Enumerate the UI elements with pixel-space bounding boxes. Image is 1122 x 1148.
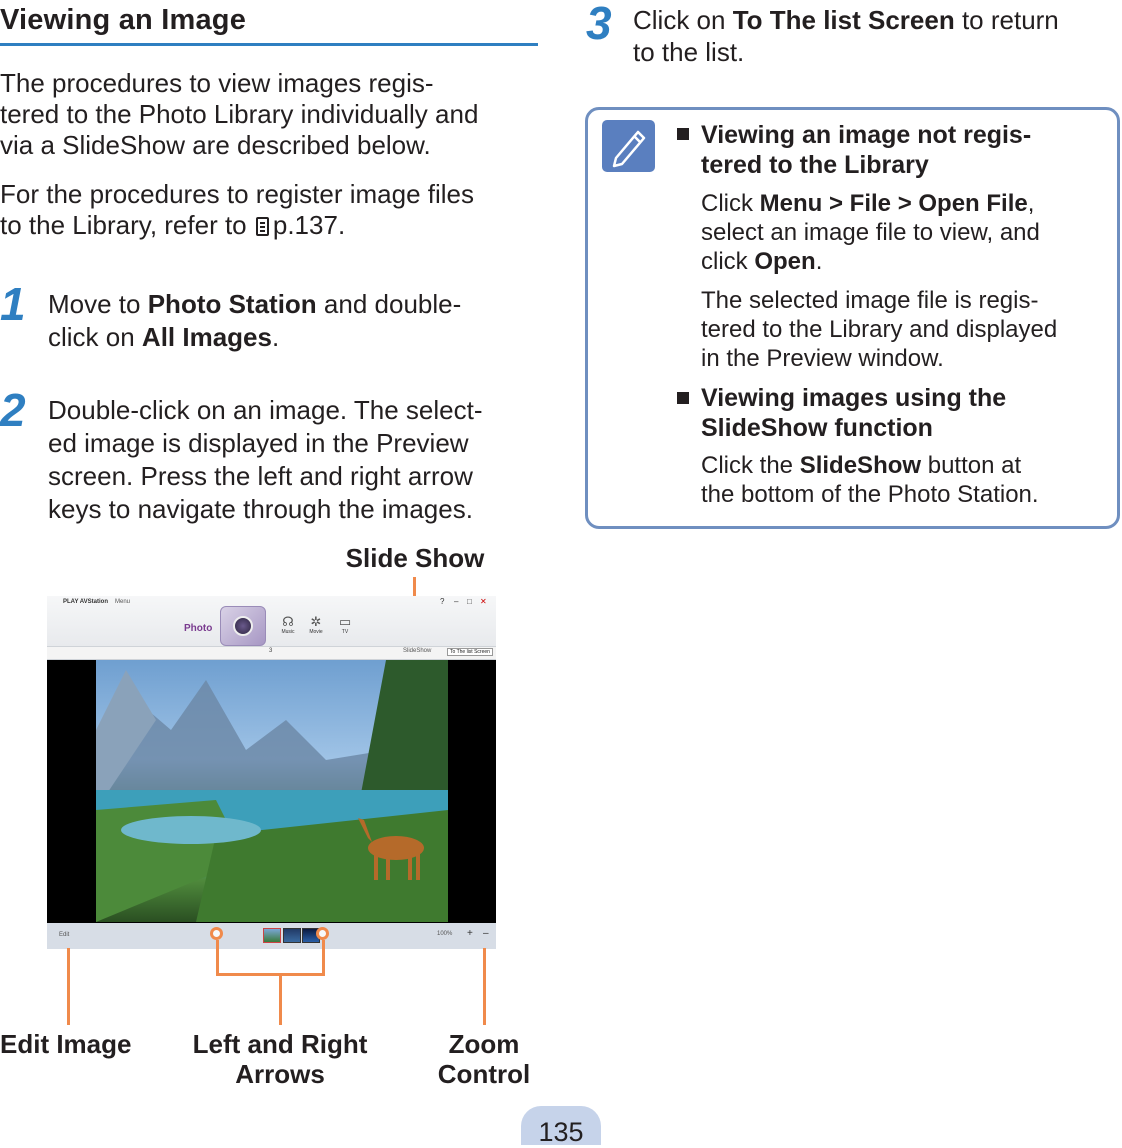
right-arrow-marker bbox=[316, 927, 329, 940]
photo-station-screenshot bbox=[47, 596, 496, 949]
note-paragraph-1: Click Menu > File > Open File, select an image file to view, and click Open. bbox=[701, 190, 1040, 275]
preview-toolbar bbox=[47, 646, 496, 660]
app-header bbox=[47, 596, 496, 646]
category-music[interactable]: ☊ Music bbox=[275, 614, 301, 635]
menu-button[interactable]: Menu bbox=[115, 599, 131, 605]
reference-line: to the Library, refer to bbox=[0, 210, 247, 240]
intro-line: tered to the Photo Library individually and bbox=[0, 99, 479, 129]
landscape-picture bbox=[96, 660, 448, 922]
note-paragraph-2: The selected image file is regis- tered to the Library and displayed in the Preview window. bbox=[701, 287, 1058, 372]
left-arrow-marker bbox=[210, 927, 223, 940]
to-list-screen-term: To The list Screen bbox=[732, 5, 955, 35]
photo-station-term: Photo Station bbox=[147, 289, 317, 319]
minimize-icon[interactable]: – bbox=[454, 597, 459, 606]
callout-line-arrows bbox=[279, 973, 282, 1025]
to-list-screen-button[interactable]: To The list Screen bbox=[447, 648, 493, 656]
step-number-3: 3 bbox=[586, 0, 612, 49]
category-photo[interactable]: Photo bbox=[184, 623, 213, 634]
help-icon[interactable]: ? bbox=[440, 597, 445, 606]
callout-line bbox=[322, 940, 325, 976]
movie-reel-icon: ✲ bbox=[310, 614, 322, 629]
title-underline bbox=[0, 43, 538, 46]
headphones-icon: ☊ bbox=[282, 614, 294, 629]
camera-icon bbox=[220, 606, 266, 646]
intro-line: via a SlideShow are described below. bbox=[0, 130, 431, 160]
callout-line-edit bbox=[67, 948, 70, 1025]
section-title: Viewing an Image bbox=[0, 4, 247, 36]
zoom-in-icon[interactable]: + bbox=[467, 928, 473, 939]
page-reference-link[interactable]: p.137. bbox=[272, 210, 346, 240]
step-number-1: 1 bbox=[0, 278, 26, 330]
book-reference-icon bbox=[256, 217, 269, 236]
title-bar bbox=[47, 596, 496, 609]
intro-paragraph bbox=[0, 68, 540, 161]
open-term: Open bbox=[754, 248, 816, 275]
slideshow-term: SlideShow bbox=[799, 452, 922, 479]
intro-line: The procedures to view images regis- bbox=[0, 68, 434, 98]
reference-line: For the procedures to register image files bbox=[0, 179, 474, 209]
zoom-value: 100% bbox=[437, 931, 453, 937]
callout-line bbox=[216, 973, 325, 976]
zoom-out-icon[interactable]: – bbox=[483, 928, 489, 939]
pencil-note-icon bbox=[602, 120, 655, 172]
tv-icon: ▭ bbox=[338, 614, 352, 629]
all-images-term: All Images bbox=[141, 322, 272, 352]
category-tv[interactable]: ▭ TV bbox=[332, 614, 358, 635]
close-icon[interactable]: ✕ bbox=[480, 597, 487, 606]
image-count: 3 bbox=[269, 648, 273, 654]
step-1-text: Move to Photo Station and double- click on All Images. bbox=[48, 289, 462, 352]
app-logo: PLAY AVStation bbox=[63, 599, 109, 605]
edit-button[interactable]: Edit bbox=[59, 932, 70, 938]
note-heading-1: Viewing an image not regis- tered to the Library bbox=[701, 121, 1032, 179]
callout-edit-image: Edit Image bbox=[0, 1029, 132, 1059]
bottom-control-bar bbox=[47, 923, 496, 949]
callout-slide-show: Slide Show bbox=[345, 543, 485, 573]
note-heading-2: Viewing images using the SlideShow function bbox=[701, 384, 1007, 442]
step-3-text: Click on To The list Screen to return to the list. bbox=[633, 5, 1059, 67]
callout-line bbox=[216, 940, 219, 976]
callout-line-zoom bbox=[483, 948, 486, 1025]
preview-image bbox=[96, 660, 448, 922]
reference-paragraph bbox=[0, 179, 540, 241]
note-paragraph-3: Click the SlideShow button at the bottom of the Photo Station. bbox=[701, 452, 1039, 508]
step-2-text: Double-click on an image. The select- ed image is displayed in the Preview screen. Press the left and right arrow keys to navigate through the images. bbox=[48, 395, 483, 524]
bullet-square bbox=[677, 392, 689, 404]
bullet-square bbox=[677, 128, 689, 140]
callout-left-right-arrows: Left and Right Arrows bbox=[192, 1029, 368, 1089]
category-movie[interactable]: ✲ Movie bbox=[303, 614, 329, 635]
maximize-icon[interactable]: □ bbox=[467, 597, 472, 606]
menu-path-term: Menu > File > Open File bbox=[759, 190, 1028, 217]
callout-zoom-control: Zoom Control bbox=[437, 1029, 531, 1089]
thumbnail[interactable] bbox=[263, 928, 281, 943]
slideshow-button[interactable]: SlideShow bbox=[403, 648, 432, 654]
step-number-2: 2 bbox=[0, 384, 26, 436]
page-number: 135 bbox=[538, 1117, 584, 1147]
thumbnail[interactable] bbox=[283, 928, 301, 943]
